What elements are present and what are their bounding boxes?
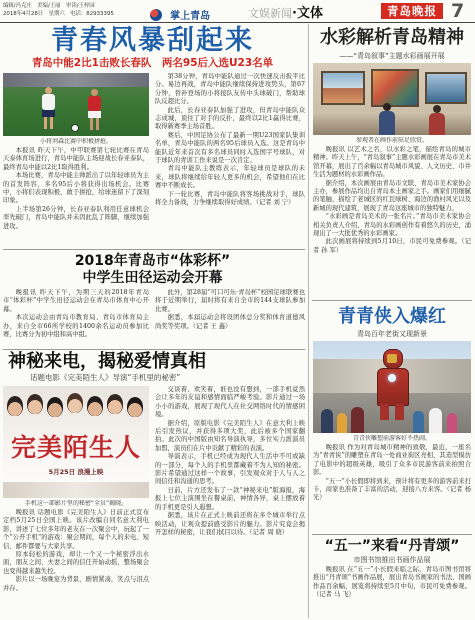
calligraphy-subhead: 市图书馆推出书画作品展 [353,556,431,564]
app-logo [150,4,211,22]
player-white-shirt [42,94,55,110]
section-rule [3,249,305,250]
header-meta [3,3,114,18]
soccer-photo [3,73,149,136]
soccer-headline: 青春风暴刮起来 [51,25,254,56]
athletics-column-2 [155,289,305,347]
cast-face [67,393,83,413]
visitor-figure [429,408,442,433]
soccer-subhead: 青岛中能2比1击败长春队 两名95后入选U23名单 [31,57,274,69]
paragraph: 交谈着、欢笑着，谁也没有想到，一部手机竟然会让多年的友谊和感情面临严峻考验。影片通过一场小小的游戏，展现了现代人在社交网络时代的情感困境。 [155,386,305,419]
paragraph: 据悉，本届运动会将设团体总分奖和体育道德风尚奖等奖项。（记者 王 鑫） [155,314,305,330]
player-red-shirt [88,96,101,111]
visitor-figure [337,413,347,433]
cast-face [7,396,23,416]
cast-face [87,396,103,416]
paragraph: 此次画展将持续到5月10日，市民可免费参观。（记者 孙 军） [313,238,471,254]
athletics-column-1 [3,289,149,347]
movie-poster [3,386,149,498]
player-red-legs [90,118,99,130]
player-white-head [45,87,52,94]
paragraph: 日前，片方还发布了一款“神秘来电”版海报，海报上七位主演围坐在餐桌前，神情各异，桌上摆放着的手机更是引人遐想。 [155,486,305,511]
header-editors: 编辑/冯克庄 美编/王丽 审读/王梓园 [3,3,95,9]
paragraph: “五一”小长假即将到来，预计将有更多的游客前来打卡，商家也准备了丰富的活动，迎接八方来客。（记者 杨 光） [313,477,471,502]
player-white-legs [44,117,53,129]
paragraph: 本次运动会由青岛市教育局、青岛市体育局主办，来自全市66所学校的1400余名运动员参加比赛，比赛分为初中组和高中组。 [3,314,149,339]
visitor-figure [447,413,457,433]
statue-subhead: 青岛百年老街又现新景 [357,330,427,338]
movie-headline: 神秘来电，揭秘爱情真相 [8,351,206,372]
paragraph: 此外，第28届“可口可乐·青岛杯”校园足球联赛也将于近期举行，届时将有来自全市的144支球队参加比赛。 [155,289,305,313]
visitor-body [429,113,445,135]
paragraph: 上半场第26分钟，长春亚泰队利用任意球机会率先破门，青岛中能队并未因此乱了阵脚，继续加强进攻。 [3,205,149,230]
visitor-figure [413,411,424,433]
section-main: 文娱新闻 [248,7,292,20]
paragraph: 晚报讯 昨天下午，为期三天的2018年青岛市“体彩杯”中学生田径运动会在青岛市体育中心开幕。 [3,289,149,313]
section-rule [312,300,472,301]
section-sub: ·文体 [292,6,323,21]
paragraph: 原本轻松的游戏，却让一个又一个秘密浮出水面，朋友之间、夫妻之间的信任开始动摇，整场聚会也变得越来越失控。 [3,551,149,575]
watercolor-photo [313,63,471,135]
header-rule [0,22,475,23]
cast-face [107,394,123,414]
visitor-head [383,103,391,111]
player-white-shorts [42,110,55,117]
cast-face [127,397,143,417]
paragraph: “水彩画是青岛美术的一张名片。”青岛市美术家协会相关负责人介绍，青岛的水彩画创作有着悠久的历史，涌现出了一大批优秀的水彩画家。 [313,213,471,238]
watercolor-column [313,146,471,298]
visitor-body [379,111,395,135]
painting-frame [371,69,419,107]
movie-column-2 [155,386,305,618]
paper-name-badge: 青岛晚报 [381,3,443,19]
stadium-stand [3,73,149,87]
header-date: 2018年4月28日 星期六 电话：82933395 [3,10,114,17]
paragraph: 导演表示，手机已经成为现代人生活中不可或缺的一部分，每个人的手机里都藏着不为人知的秘密。影片希望通过这样一个故事，引发观众对于人与人之间信任和沟通的思考。 [155,453,305,486]
movie-poster-caption: 手机这一部影片里的秘密“全员”揭晓。 [24,500,128,507]
crowd [313,407,471,433]
calligraphy-column [313,566,471,618]
app-logo-label: 掌上青岛 [170,11,211,22]
paragraph: 据介绍，原版电影《完美陌生人》在意大利上映后引发热议，并获得多项大奖，此后被多个国家翻拍。此次的中国版由知名导演执导，多位实力派演员加盟，演员们在片中贡献了精彩的表演。 [155,419,305,452]
movie-subhead: 话题电影《完美陌生人》导演“手机里的秘密” [30,373,181,382]
player-red-head [91,89,98,96]
poster-title: 完美陌生人 [10,433,141,462]
watercolor-photo-caption: 参观者在画作前驻足欣赏。 [355,137,428,144]
paragraph: 据悉，该片在正式上映前还将在多个城市举行点映活动，让观众提前感受影片的魅力。影片究竟会揭开怎样的秘密，让我们拭目以待。（记者 周 晓） [155,512,305,536]
paragraph: 晚报讯 作为对青岛城市精神的致敬，最近，一座名为“青青侠”的雕塑在青岛一处商业街区亮相，其造型模仿了电影中的超级英雄，吸引了众多市民游客前来拍照合影。 [313,444,471,477]
poster-cast-row [7,392,145,426]
paragraph: 青岛中能队主教练表示，年轻球员是球队的未来，球队将继续给年轻人更多的机会，希望他们在比赛中不断成长。 [155,165,305,190]
visitor-figure [351,407,364,433]
statue-photo [313,341,471,433]
paragraph: 下一轮比赛，青岛中能队将客场挑战对手，球队将全力备战，力争继续取得好成绩。（记者 刘 宁） [155,190,305,207]
player-red-shorts [88,111,101,118]
paragraph: 据介绍，本次画展由青岛市文联、青岛市美术家协会主办，参展作品均出自青岛本土画家之手。画家们用细腻的笔触，描绘了老城区的红瓦绿树、海边的渔村风光以及新城的现代建筑，展现了青岛这座城市的独特魅力。 [313,179,471,212]
paragraph: 晚报讯 以艺术之名，以水彩之笔，描绘青岛的城市精神。昨天上午，“青岛叙事”主题水彩画展在青岛市美术馆开幕，展出了百余幅以青岛城市风貌、人文历史、市井生活为题材的水彩画作品。 [313,146,471,179]
section-rule [312,534,472,535]
paragraph: 此后，长春亚泰队加强了进攻，但青岛中能队众志成城，顶住了对手的反扑，最终以2比1赢得比赛，取得新赛季主场首胜。 [155,106,305,131]
painting-frame [321,71,365,105]
paragraph: 晚报讯 在“五一”小长假来临之际，青岛市图书馆将推出“丹青颂”书画作品展，展出青岛书画家的书法、国画作品百余幅，展览将持续至5月中旬，市民可免费参观。（记者 马 飞） [313,566,471,599]
statue-photo-caption: 青青侠雕塑前游客好不热闹。 [352,435,431,442]
visitor-head [433,105,441,113]
watercolor-subhead: ——“青岛叙事”主题水彩画展开展 [339,52,445,60]
statue-face-plate [387,354,397,363]
soccer-photo-caption: 小将刘森比赛中积极拼抢。 [39,138,112,145]
statue-column [313,444,471,532]
paragraph: 晚报讯 话题电影《完美陌生人》日前正式宣布定档5月25日全国上映。该片改编自同名意大利电影，讲述了七位多年的老友在一次聚会中，玩起了一个“公开手机”的游戏：聚会期间，每个人的来电、短信、邮件都要与大家共享。 [3,509,149,550]
soccer-ball [71,124,79,132]
statue-headline: 青青侠入爆红 [338,306,446,327]
section-label [248,2,323,21]
movie-column-1 [3,509,149,618]
visitor-figure [321,409,333,433]
calligraphy-headline: “五一”来看“丹青颂” [324,538,460,554]
statue-chest-light [388,374,396,382]
app-logo-icon [150,9,162,21]
athletics-title-line-1: 2018年青岛市“体彩杯” [74,253,231,269]
paragraph: 赛后，中国足协公布了最新一期U23国家队集训名单，青岛中能队的两名95后球员入选。这是青岛中能队近年来首次有多名球员同时入选国字号球队，对于球队的青训工作来说是一次肯定。 [155,131,305,165]
poster-release-date: 5月25日 浪漫上映 [48,468,104,476]
cast-face [27,394,43,414]
poster-bottom-band [3,482,149,498]
paragraph: 第38分钟，青岛中能队通过一次快速反击扳平比分。易边再战，青岛中能队继续保持进攻势头，第67分钟，替补登场的小将接队友传中头球破门，帮助球队反超比分。 [155,73,305,106]
paragraph: 本场比赛，青岛中能主帅派出了以年轻球员为主的首发阵容，多名95后小将获得出场机会。比赛中，小将们表现积极，敢于拼抢，给球迷留下了深刻印象。 [3,172,149,205]
paragraph: 本报讯 昨天下午，中甲联赛第七轮比赛在青岛天泰体育场进行，青岛中能队主场迎战长春亚泰队，最终青岛中能以2比1取得胜利。 [3,147,149,171]
soccer-column-1 [3,147,149,247]
section-rule [3,349,305,350]
watercolor-headline: 水彩解析青岛精神 [320,27,464,48]
paragraph: 影片以一场晚宴为背景，剧情紧凑，笑点与泪点并存。 [3,576,149,592]
column-divider [308,24,309,618]
athletics-title-line-2: 中学生田径运动会开幕 [82,270,223,286]
page-number: 7 [451,0,465,22]
soccer-column-2 [155,73,305,247]
painting-frame [425,72,467,104]
cast-face [47,397,63,417]
